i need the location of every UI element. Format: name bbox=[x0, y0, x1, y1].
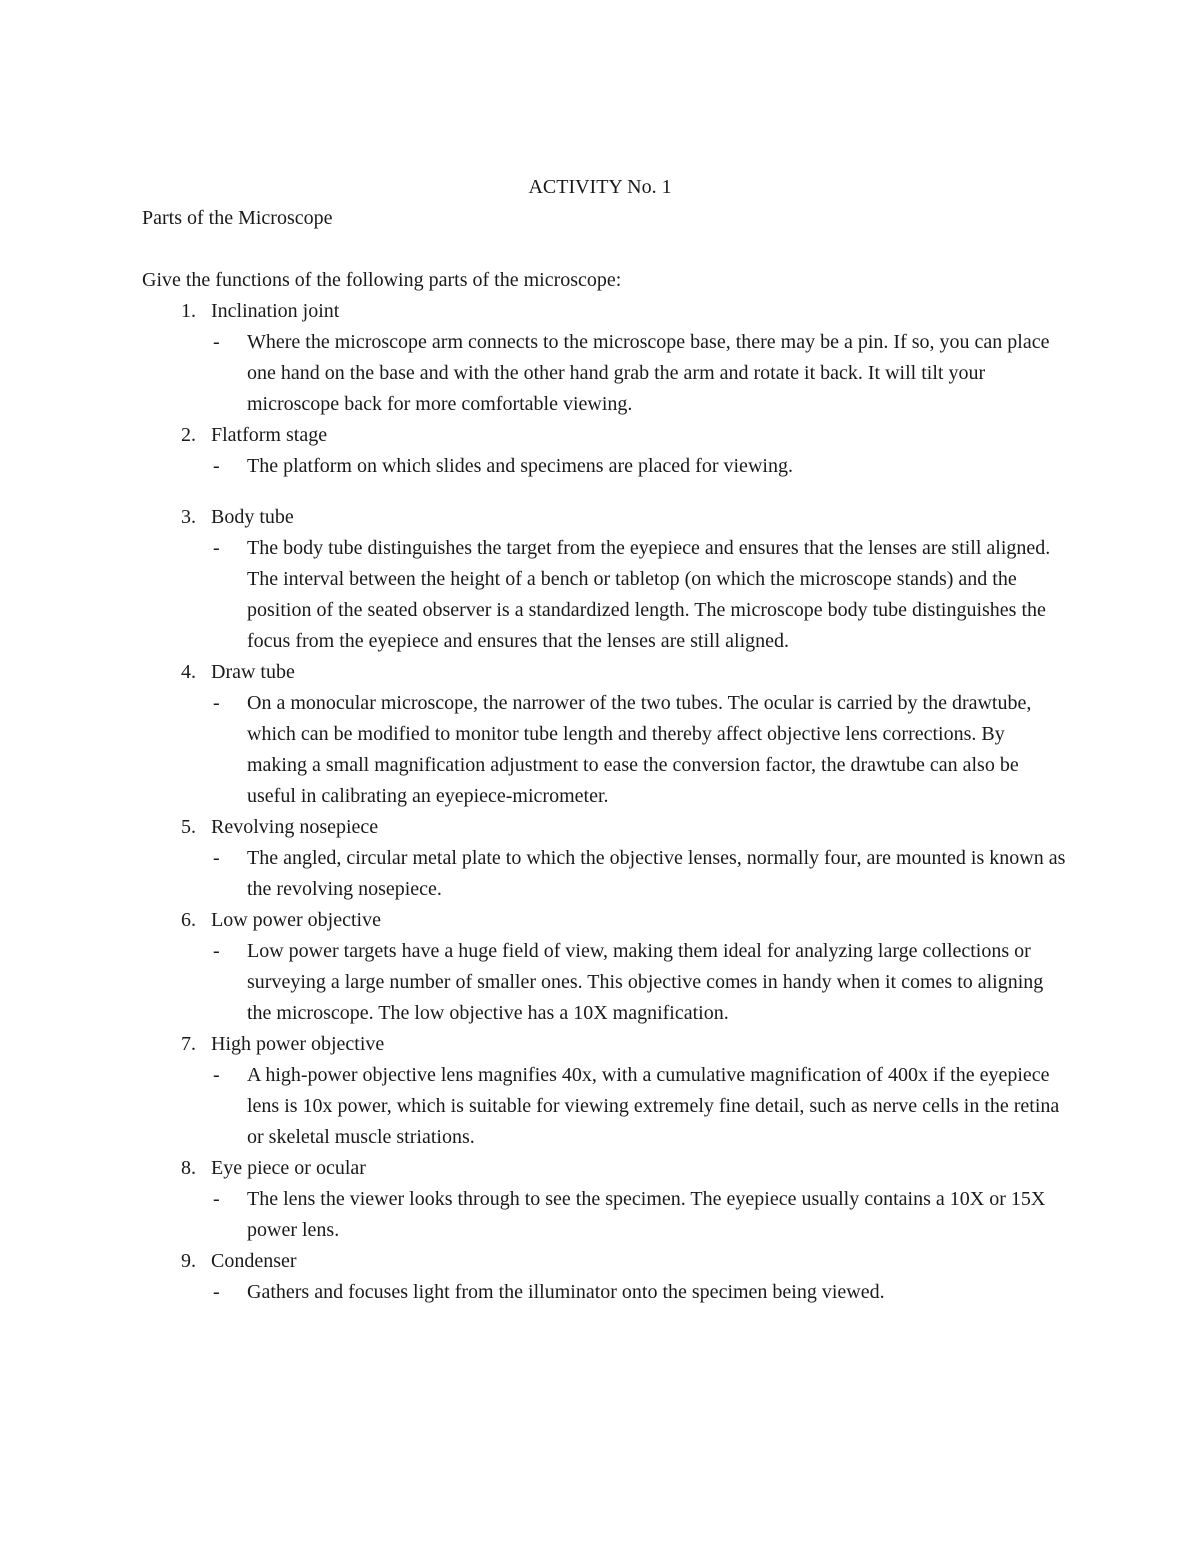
list-item bbox=[0, 1029, 1200, 1153]
item-title: Eye piece or ocular bbox=[211, 1157, 366, 1179]
item-title: High power objective bbox=[211, 1033, 385, 1055]
page-subtitle: Parts of the Microscope bbox=[142, 207, 333, 229]
item-title: Inclination joint bbox=[211, 300, 340, 322]
bullet-dash: - bbox=[213, 847, 220, 869]
item-number: 7. bbox=[181, 1033, 196, 1055]
item-number: 4. bbox=[181, 661, 196, 683]
item-number: 8. bbox=[181, 1157, 196, 1179]
parts-list bbox=[0, 296, 1200, 1308]
bullet-dash: - bbox=[213, 1188, 220, 1210]
item-number: 1. bbox=[181, 300, 196, 322]
list-item bbox=[0, 420, 1200, 482]
list-item bbox=[0, 812, 1200, 905]
item-number: 5. bbox=[181, 816, 196, 838]
instruction-text: Give the functions of the following parts of the microscope: bbox=[142, 269, 622, 291]
item-title: Condenser bbox=[211, 1250, 297, 1272]
item-description: The body tube distinguishes the target from the eyepiece and ensures that the lenses are still aligned. The interval between the height of a bench or tabletop (on which the microscope stands) and the position of the seated observer is a standardized length. The microscope body tube distinguishes the focus from the eyepiece and ensures that the lenses are still aligned. bbox=[247, 537, 1051, 652]
list-item bbox=[0, 905, 1200, 1029]
list-item bbox=[0, 502, 1200, 657]
list-item bbox=[0, 657, 1200, 812]
bullet-dash: - bbox=[213, 1064, 220, 1086]
item-number: 9. bbox=[181, 1250, 196, 1272]
item-description: On a monocular microscope, the narrower of the two tubes. The ocular is carried by the drawtube, which can be modified to monitor tube length and thereby affect objective lens corrections. By making a small magnification adjustment to ease the conversion factor, the drawtube can also be useful in calibrating an eyepiece-micrometer. bbox=[247, 692, 1032, 807]
item-title: Flatform stage bbox=[211, 424, 328, 446]
bullet-dash: - bbox=[213, 455, 220, 477]
item-description: Where the microscope arm connects to the microscope base, there may be a pin. If so, you can place one hand on the base and with the other hand grab the arm and rotate it back. It will tilt your microscope back for more comfortable viewing. bbox=[247, 331, 1050, 415]
item-number: 3. bbox=[181, 506, 196, 528]
bullet-dash: - bbox=[213, 940, 220, 962]
item-description: The platform on which slides and specimens are placed for viewing. bbox=[247, 455, 793, 477]
item-title: Revolving nosepiece bbox=[211, 816, 379, 838]
item-title: Low power objective bbox=[211, 909, 381, 931]
bullet-dash: - bbox=[213, 331, 220, 353]
item-title: Draw tube bbox=[211, 661, 295, 683]
item-description: Low power targets have a huge field of view, making them ideal for analyzing large collections or surveying a large number of smaller ones. This objective comes in handy when it comes to aligning the microscope. The low objective has a 10X magnification. bbox=[247, 940, 1044, 1024]
item-number: 6. bbox=[181, 909, 196, 931]
bullet-dash: - bbox=[213, 537, 220, 559]
item-description: The angled, circular metal plate to which the objective lenses, normally four, are mounted is known as the revolving nosepiece. bbox=[247, 847, 1066, 900]
spacer bbox=[0, 482, 1200, 502]
list-item bbox=[0, 296, 1200, 420]
bullet-dash: - bbox=[213, 1281, 220, 1303]
bullet-dash: - bbox=[213, 692, 220, 714]
item-description: A high-power objective lens magnifies 40x, with a cumulative magnification of 400x if the eyepiece lens is 10x power, which is suitable for viewing extremely fine detail, such as nerve cells in the retina or skeletal muscle striations. bbox=[247, 1064, 1060, 1148]
list-item bbox=[0, 1246, 1200, 1308]
item-description: Gathers and focuses light from the illuminator onto the specimen being viewed. bbox=[247, 1281, 885, 1303]
item-number: 2. bbox=[181, 424, 196, 446]
item-title: Body tube bbox=[211, 506, 294, 528]
item-description: The lens the viewer looks through to see the specimen. The eyepiece usually contains a 10X or 15X power lens. bbox=[247, 1188, 1046, 1241]
page-title: ACTIVITY No. 1 bbox=[528, 176, 672, 198]
list-item bbox=[0, 1153, 1200, 1246]
